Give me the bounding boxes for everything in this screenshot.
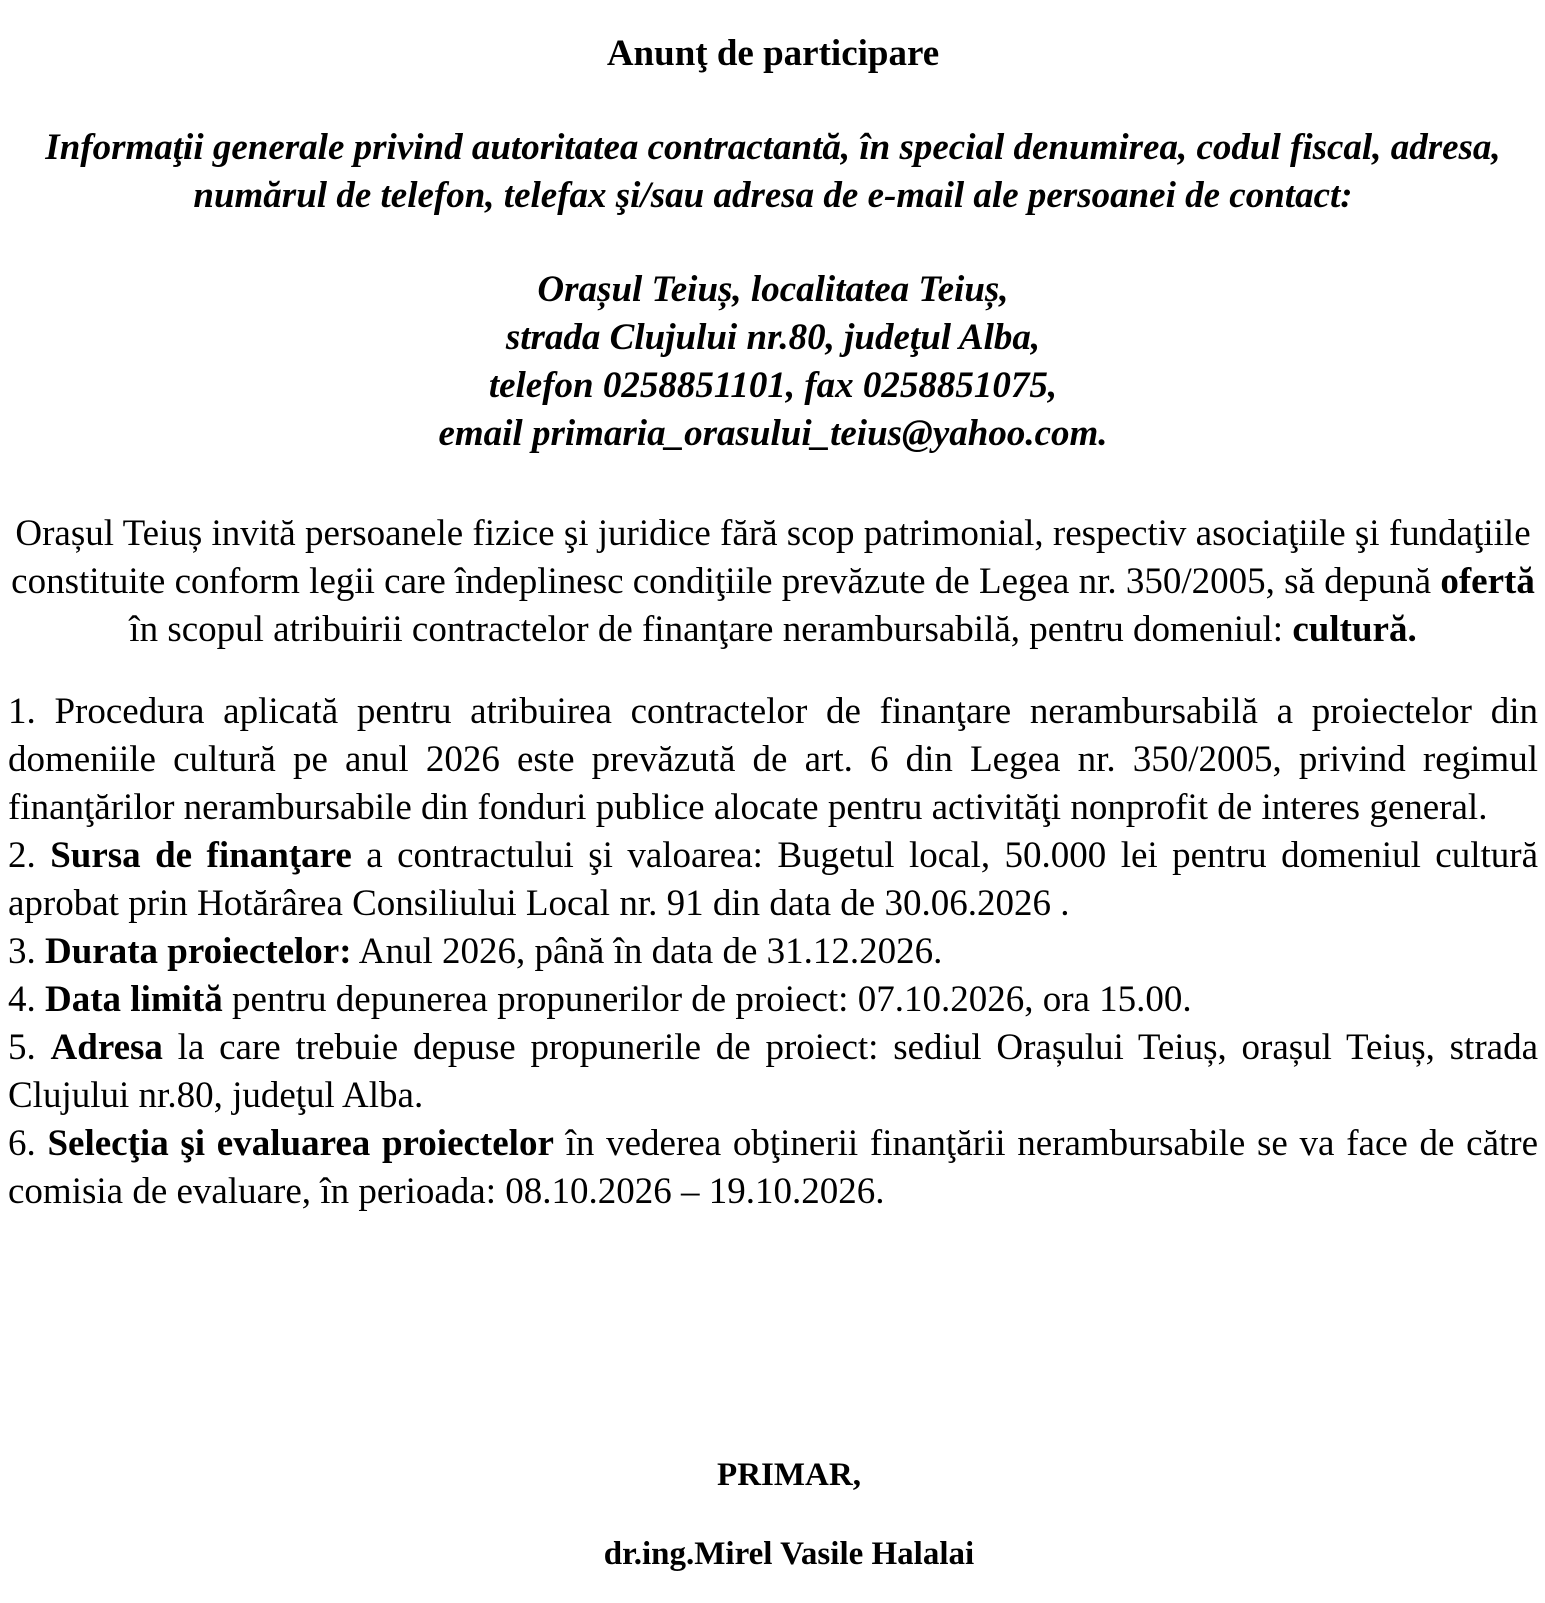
item-bold-label: Sursa de finanţare bbox=[50, 835, 352, 876]
contracting-authority-heading: Informaţii generale privind autoritatea contractantă, în special denumirea, codul fiscal, adresa, numărul de telefon, telefax şi/sau adresa de e-mail ale persoanei de contact: bbox=[45, 127, 1501, 216]
item-text: pentru depunerea propunerilor de proiect: 07.10.2026, ora 15.00. bbox=[222, 979, 1192, 1020]
item-text: Procedura aplicată pentru atribuirea contractelor de finanţare nerambursabilă a proiectelor din domeniile cultură pe anul 2026 este prevăzută de art. 6 din Legea nr. 350/2005, privind regimul finanţărilor nerambursabile din fonduri publice alocate pentru activităţi nonprofit de interes general. bbox=[8, 691, 1539, 828]
invitation-bold-offer: ofertă bbox=[1440, 561, 1535, 602]
address-line-street: strada Clujului nr.80, judeţul Alba, bbox=[505, 317, 1041, 358]
list-item bbox=[8, 976, 1538, 1024]
document-title: Anunţ de participare bbox=[606, 33, 940, 74]
list-item bbox=[8, 928, 1538, 976]
signatory-role: PRIMAR, bbox=[717, 1457, 861, 1493]
address-line-phone-fax: telefon 0258851101, fax 0258851075, bbox=[488, 365, 1058, 406]
item-number: 1. bbox=[8, 691, 55, 732]
signatory-name: dr.ing.Mirel Vasile Halalai bbox=[603, 1536, 975, 1572]
list-item bbox=[8, 1120, 1538, 1216]
item-bold-label: Durata proiectelor: bbox=[45, 931, 352, 972]
invitation-bold-domain: cultură. bbox=[1292, 609, 1417, 650]
invitation-paragraph bbox=[8, 510, 1538, 654]
item-text: la care trebuie depuse propunerile de proiect: sediul Orașului Teiuș, orașul Teiuș, strada Clujului nr.80, judeţul Alba. bbox=[8, 1027, 1538, 1116]
item-text: a contractului şi valoarea: Bugetul local, 50.000 lei pentru domeniul cultură aprobat prin Hotărârea Consiliului Local nr. 91 din data de 30.06.2026 . bbox=[8, 835, 1539, 924]
item-text: în vederea obţinerii finanţării nerambursabile se va face de către comisia de evaluare, în perioada: 08.10.2026 – 19.10.2026. bbox=[8, 1123, 1539, 1212]
list-item bbox=[8, 832, 1538, 928]
list-item bbox=[8, 688, 1538, 832]
item-number: 6. bbox=[8, 1123, 48, 1164]
item-number: 5. bbox=[8, 1027, 51, 1068]
item-bold-label: Adresa bbox=[50, 1027, 163, 1068]
address-line-email: email primaria_orasului_teius@yahoo.com. bbox=[438, 413, 1108, 454]
item-bold-label: Selecţia şi evaluarea proiectelor bbox=[47, 1123, 554, 1164]
item-number: 3. bbox=[8, 931, 45, 972]
contracting-authority-address bbox=[8, 266, 1538, 458]
invitation-text-start: Orașul Teiuș invită persoanele fizice şi juridice fără scop patrimonial, respectiv asociaţiile şi fundaţiile constituite conform legii care îndeplinesc condiţiile prevăzute de Legea nr. 350/2005, să depună bbox=[11, 513, 1531, 602]
item-number: 4. bbox=[8, 979, 45, 1020]
address-line-locality: Orașul Teiuș, localitatea Teiuș, bbox=[537, 269, 1009, 310]
item-number: 2. bbox=[8, 835, 51, 876]
item-text: Anul 2026, până în data de 31.12.2026. bbox=[351, 931, 943, 972]
item-bold-label: Data limită bbox=[45, 979, 223, 1020]
signature-block bbox=[8, 1455, 1538, 1574]
announcement-items bbox=[8, 688, 1538, 1216]
invitation-text-middle: în scopul atribuirii contractelor de finanţare nerambursabilă, pentru domeniul: bbox=[129, 609, 1293, 650]
list-item bbox=[8, 1024, 1538, 1120]
